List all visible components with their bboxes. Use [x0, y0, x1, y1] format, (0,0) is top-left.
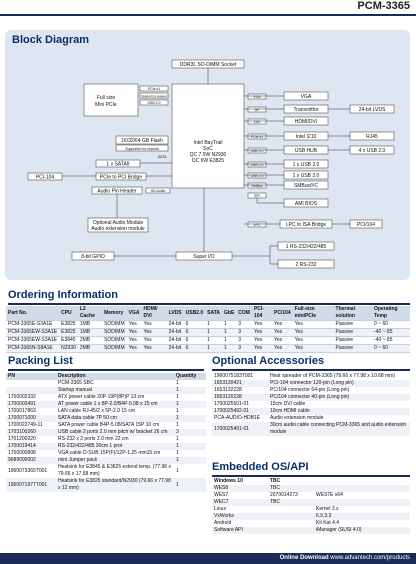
footer-url[interactable]: www.advantech.com/products [330, 555, 410, 561]
table-cell: SODIMM [104, 337, 125, 343]
table-cell: VGA cable D-SUB 15P(F)/12P-1.25 mm15 cm [58, 450, 161, 456]
table-cell: Yes [293, 345, 334, 353]
block-rs232-485: 1 RS-232/422/485 [285, 244, 327, 250]
table-cell: 3 [174, 429, 206, 436]
table-cell: N2930 [61, 345, 76, 351]
table-cell: Yes [141, 337, 166, 345]
table-cell: PCM-3365N-S8A1E [6, 345, 59, 353]
embedded-title: Embedded OS/API [212, 461, 309, 473]
block-usb-a: 1 x USB 2.0 [292, 162, 320, 168]
ordering-header-cell: L2 Cache [78, 306, 102, 321]
table-row [6, 415, 206, 422]
table-cell [268, 520, 314, 527]
block-vga: VGA [300, 94, 312, 100]
table-cell: Audio extension module [270, 415, 324, 421]
table-cell: Yes [272, 337, 293, 345]
table-cell: 1 [176, 394, 179, 400]
table-cell: SATA power cable B4P-5.08/SATA 15P 10 cm [58, 422, 160, 428]
table-cell [314, 499, 410, 506]
table-cell: 1960073365T001 [8, 467, 48, 474]
ordering-header-cell: CPU [59, 306, 78, 321]
table-row [212, 415, 410, 422]
table-cell [268, 527, 314, 534]
audio-header-label: Audio Pin Header [97, 188, 137, 195]
table-cell: 15cm DVI cable [270, 401, 306, 407]
bus-pcie: PCIe x1 [250, 135, 264, 139]
table-cell: 3 [236, 321, 252, 329]
table-cell: 6 [184, 329, 206, 337]
table-cell: 6 [184, 321, 206, 329]
table-cell: 1 [174, 457, 206, 464]
table-cell: TBC [268, 485, 314, 492]
table-row [212, 394, 410, 401]
table-cell: 2MB [78, 337, 102, 345]
table-cell: 1 [205, 321, 222, 329]
table-cell: 0 ~ 60 [372, 321, 410, 329]
table-cell: Heatsink for E3825 standard/N2930 (79.66 x 77.98 x 12 mm) [56, 478, 174, 492]
table-row [212, 373, 410, 380]
bus-lpc: LPC [253, 223, 261, 227]
table-cell: 24-bit [167, 321, 184, 329]
packing-header-cell: Quantity [174, 373, 206, 380]
table-row [212, 478, 410, 485]
soc-line-4: DC 6W E3825 [192, 158, 224, 164]
table-row [6, 408, 206, 415]
table-cell: 9689000002 [6, 457, 56, 464]
table-row [212, 387, 410, 394]
block-usb-b: 1 x USB 2.0 [292, 173, 320, 179]
table-cell: Yes [272, 345, 293, 353]
ordering-header-cell: VGA [127, 306, 142, 321]
table-cell: Yes [252, 321, 272, 329]
table-cell: Yes [252, 345, 272, 353]
table-row [6, 329, 410, 337]
table-cell: Yes [127, 321, 142, 329]
block-lpc-isa: LPC to ISA Bridge [285, 222, 327, 228]
packing-title: Packing List [8, 355, 73, 367]
table-cell: Yes [252, 329, 272, 337]
table-row [6, 401, 206, 408]
table-cell: 1 [176, 450, 179, 456]
table-cell: PCM-3365 SBC [58, 380, 94, 386]
table-cell [268, 506, 314, 513]
table-cell: Passive [334, 329, 372, 337]
ordering-header-cell: SATA [205, 306, 222, 321]
accessories-title: Optional Accessories [212, 355, 325, 367]
table-cell: 1 [174, 478, 206, 492]
bus-smbus: SMBus [251, 184, 263, 188]
mini-pcie-label-1: Full size [96, 95, 116, 101]
table-cell: USB cable 2 ports 2.0 mm pitch w/ bracket 26 cm [56, 429, 174, 436]
table-cell: Yes [272, 321, 293, 329]
table-cell: 24-bit [167, 345, 184, 353]
embedded-rule [212, 475, 410, 477]
table-cell: 1653120228 [212, 394, 268, 401]
table-cell: 1 [174, 443, 206, 450]
ordering-header-cell: Full-size miniPCIe [293, 306, 334, 321]
block-smbus: SMBus/I²C [293, 183, 319, 189]
block-rj45: RJ45 [366, 134, 378, 140]
table-cell: AT power cable 1 x 8P-2.0/B4P-5.08 x 15 cm [56, 401, 174, 408]
table-cell: 1653132228 [214, 387, 242, 393]
table-cell: 3 [236, 337, 252, 345]
table-cell: Yes [293, 337, 334, 345]
table-cell: iManager (SUSI 4.0) [314, 527, 410, 534]
table-cell: 6 [184, 337, 206, 345]
table-row [6, 443, 206, 450]
table-row [6, 478, 206, 492]
table-cell: Yes [141, 345, 166, 353]
table-cell: 30cm audio cable connecting PCM-3365 and audio extension module [268, 422, 410, 436]
table-cell: Passive [334, 337, 372, 345]
ordering-header-cell: Memory [102, 306, 127, 321]
table-cell [268, 513, 314, 520]
soc-line-1: Intel BayTrail [193, 140, 223, 146]
table-cell [6, 387, 56, 394]
table-cell: 1MB [78, 321, 102, 329]
table-cell: TBC [270, 478, 281, 484]
bus-vga: VGA [253, 95, 261, 99]
table-cell: Yes [272, 329, 293, 337]
table-cell [6, 380, 56, 387]
table-row [6, 429, 206, 436]
table-cell: TBC [268, 499, 314, 506]
support-by-request-label: Support by request [141, 94, 167, 98]
block-usb-hub: USB HUB [294, 148, 318, 154]
table-cell: 1 [176, 436, 179, 442]
table-cell: 1 [174, 387, 206, 394]
block-transmittor: Transmittor [293, 107, 319, 113]
product-name: PCM-3365 [357, 0, 410, 12]
pci104-label: PCI-104 [35, 174, 55, 181]
table-cell: 1700019414 [6, 443, 56, 450]
table-cell: 1700002332 [8, 394, 36, 400]
table-cell: PCM-3365EW-S3A1E [8, 337, 58, 343]
table-cell: Yes [127, 337, 142, 345]
table-cell: SATA data cable 7P 50 cm [56, 415, 174, 422]
optional-audio-label-1: Optional Audio Module [92, 220, 144, 226]
table-cell: WEC7 [212, 499, 268, 506]
bus-usb30: USB 3.0 [250, 149, 264, 153]
table-cell: WES8 [212, 485, 268, 492]
gpio-label: 8-bit GPIO [81, 254, 105, 260]
table-cell: 1703100260 [6, 429, 56, 436]
table-cell: 1700025501-01 [214, 401, 250, 407]
flash-label: 16/32/64 GB Flash [121, 138, 163, 144]
table-cell: WES7E x64 [316, 492, 343, 498]
table-row [6, 422, 206, 429]
ordering-header-cell: Part No. [6, 306, 59, 321]
table-row [212, 485, 410, 492]
ordering-header-cell: PCI-104 [252, 306, 272, 321]
ordering-header-cell: LVDS [167, 306, 184, 321]
footer-label: Online Download [279, 555, 329, 561]
table-cell: SODIMM [104, 345, 125, 351]
table-cell: E3845 [59, 337, 78, 345]
table-cell: 1 [205, 337, 222, 345]
table-cell: SODIMM [104, 329, 125, 335]
table-cell: 1700025491-01 [212, 422, 268, 436]
ordering-header-cell: HDMI/ DVI [141, 306, 166, 321]
soc-line-2: SoC [203, 146, 213, 152]
table-cell: Yes [127, 329, 142, 337]
table-cell: 1700022749-11 [8, 422, 43, 428]
soc-box [172, 84, 244, 188]
table-cell: 1700000898 [8, 450, 36, 456]
table-cell: 3 [236, 329, 252, 337]
table-cell: 1960075183T001 [214, 373, 254, 379]
mini-pcie-label-2: Mini PCIe [95, 102, 117, 108]
block-bios: AMI BIOS [294, 201, 318, 207]
bus-usb20-b: USB 2.0 [250, 174, 264, 178]
block-rs232: 2 RS-232 [295, 262, 317, 268]
table-cell: PCI-104 connector 120-pin (Long pin) [268, 380, 410, 387]
table-cell: Yes [127, 345, 142, 353]
accessories-rule [212, 369, 410, 371]
table-cell: LAN cable RJ-45/2 x 5P-2.0 15 cm [58, 408, 135, 414]
table-cell: 1 [176, 408, 179, 414]
supported-by-request-label: Supported by request [125, 147, 159, 151]
table-row [6, 345, 410, 353]
superio-label: Super I/O [193, 254, 215, 260]
table-cell: 24-bit [167, 337, 184, 345]
table-cell: mini Jumper pack [56, 457, 174, 464]
ordering-table [6, 306, 410, 353]
table-cell [314, 478, 410, 485]
soc-line-3: QC 7.5W N2930 [189, 152, 227, 158]
table-row [212, 492, 410, 499]
ordering-header-cell: COM [236, 306, 252, 321]
table-cell: Android [214, 520, 232, 526]
table-cell: Heatsink for E3845 & E3825 extend temp. (77.98 x 79.66 x 17.58 mm) [58, 464, 171, 477]
table-cell: 1653130421 [212, 380, 268, 387]
table-cell: 1 [205, 329, 222, 337]
table-cell: 1 [174, 401, 206, 408]
bus-ddi: DDI [253, 120, 261, 124]
table-cell: 1MB [78, 329, 102, 337]
table-cell: E3825 [59, 321, 78, 329]
table-row [212, 401, 410, 408]
table-row [6, 321, 410, 329]
table-row [212, 506, 410, 513]
table-cell: RS-232 x 2 ports 2.0 mm 22 cm [58, 436, 129, 442]
usb20-tag-left-label: USB 2.0 [147, 101, 161, 105]
table-cell: 6.9.3.3 [314, 513, 410, 520]
table-cell: 1 [222, 337, 236, 345]
table-cell: 3 [236, 345, 252, 353]
table-cell: 1960071977T001 [6, 478, 56, 492]
table-cell: VxWorks [212, 513, 268, 520]
table-cell: 10cm HDMI cable [268, 408, 410, 415]
table-cell: 1 [176, 422, 179, 428]
table-cell: PC/104 connector 64-pin (Long pin) [270, 387, 350, 393]
table-cell: 1 [176, 467, 179, 474]
table-cell: Yes [141, 321, 166, 329]
table-row [6, 464, 206, 478]
table-cell: Linux [214, 506, 226, 512]
table-cell: SODIMM [104, 321, 125, 327]
ordering-header-cell: Operating Temp [372, 306, 410, 321]
bus-usb20-a: USB 2.0 [250, 163, 264, 167]
table-cell: Kit Kat 4.4 [316, 520, 340, 526]
table-cell: PCA-AUDIO-HDB1E [214, 415, 261, 421]
table-cell: 1 [222, 329, 236, 337]
block-4usb: 4 x USB 2.0 [358, 148, 386, 154]
packing-header-cell: Description [56, 373, 174, 380]
packing-rule [8, 369, 204, 371]
block-hdmi: HDMI/DVI [294, 119, 318, 125]
pcie-x1-tag-label: PCIe x1 [147, 87, 161, 91]
pcie-to-pci-label: PCIe to PCI Bridge [99, 174, 143, 181]
table-cell: Passive [334, 345, 372, 353]
table-cell: 24-bit [167, 329, 184, 337]
table-row [212, 499, 410, 506]
table-row [6, 387, 206, 394]
table-row [212, 408, 410, 415]
ordering-title: Ordering Information [8, 289, 118, 301]
block-diagram-title: Block Diagram [12, 34, 90, 46]
dimm-label: DDR3L SO-DIMM Socket [179, 62, 237, 68]
table-cell: 1 [176, 380, 179, 386]
table-row [6, 436, 206, 443]
block-i210: Intel I210 [295, 134, 317, 140]
optional-audio-label-2: Audio extension module [91, 226, 145, 232]
ordering-header-cell: PC/104 [272, 306, 293, 321]
table-cell: 1 [205, 345, 222, 353]
bus-spi: SPI [254, 194, 260, 198]
table-cell: Windows 10 [214, 478, 243, 484]
table-cell: Yes [293, 329, 334, 337]
table-cell: 1 [222, 345, 236, 353]
table-cell: E3825 [59, 329, 78, 337]
table-row [6, 450, 206, 457]
ordering-header-cell: GbE [222, 306, 236, 321]
hd-audio-label: HD Audio [150, 189, 166, 193]
table-cell: 1701200220 [8, 436, 36, 442]
ordering-rule [8, 303, 410, 305]
table-row [6, 457, 206, 464]
table-cell: 1 [174, 415, 206, 422]
block-lvds: 24-bit LVDS [358, 107, 386, 113]
table-cell [314, 485, 410, 492]
table-cell: Software API [212, 527, 268, 534]
table-cell: 6 [184, 345, 206, 353]
table-row [212, 520, 410, 527]
table-cell: -40 ~ 85 [372, 329, 410, 337]
embedded-table [212, 478, 410, 534]
table-cell: Yes [252, 337, 272, 345]
block-pci104: PCI/104 [356, 222, 376, 228]
accessories-table [212, 373, 410, 436]
table-cell: 1 [222, 321, 236, 329]
table-cell: -40 ~ 85 [372, 337, 410, 345]
table-cell: PC/104 connector 40-pin (Long pin) [268, 394, 410, 401]
table-row [212, 527, 410, 534]
table-row [6, 380, 206, 387]
table-cell: PCM-3365EW-S3A1E [8, 329, 58, 335]
table-cell: Kernel 3.x [316, 506, 339, 512]
table-row [212, 513, 410, 520]
sata-port-label: 1 x SATAII [106, 161, 130, 168]
table-cell: WES7 [214, 492, 229, 498]
table-cell: 1700071000 [6, 415, 56, 422]
table-row [6, 337, 410, 345]
table-cell: Heat spreader of PCM-3365 (79.66 x 77.98 x 10.68 mm) [270, 373, 396, 379]
packing-table [6, 373, 206, 492]
table-cell: 2070014273 [270, 492, 298, 498]
table-row [6, 394, 206, 401]
table-row [212, 380, 410, 387]
table-cell: RS-232/422/485 30cm 1 prot [56, 443, 174, 450]
sata-bus-label: SATA [157, 155, 167, 159]
table-cell: Passive [334, 321, 372, 329]
table-cell: 1700025492-01 [212, 408, 268, 415]
ordering-header-cell: USB2.0 [184, 306, 206, 321]
packing-header-cell: PN [6, 373, 56, 380]
table-cell: Startup manual [56, 387, 174, 394]
table-cell: Yes [141, 329, 166, 337]
table-cell: ATX power cable 20P-19P(8P)P 13 cm [58, 394, 145, 400]
table-cell: PCM-3365E-S3A1E [6, 321, 59, 329]
footer-text [280, 555, 410, 561]
bus-dp: DP [254, 108, 260, 112]
table-cell: Yes [293, 321, 334, 329]
table-row [212, 422, 410, 436]
table-cell: 2MB [78, 345, 102, 353]
ordering-header-cell: Thermal solution [334, 306, 372, 321]
table-cell: 0 ~ 60 [372, 345, 410, 353]
table-cell: 1700003491 [6, 401, 56, 408]
table-cell: 1700017863 [8, 408, 36, 414]
